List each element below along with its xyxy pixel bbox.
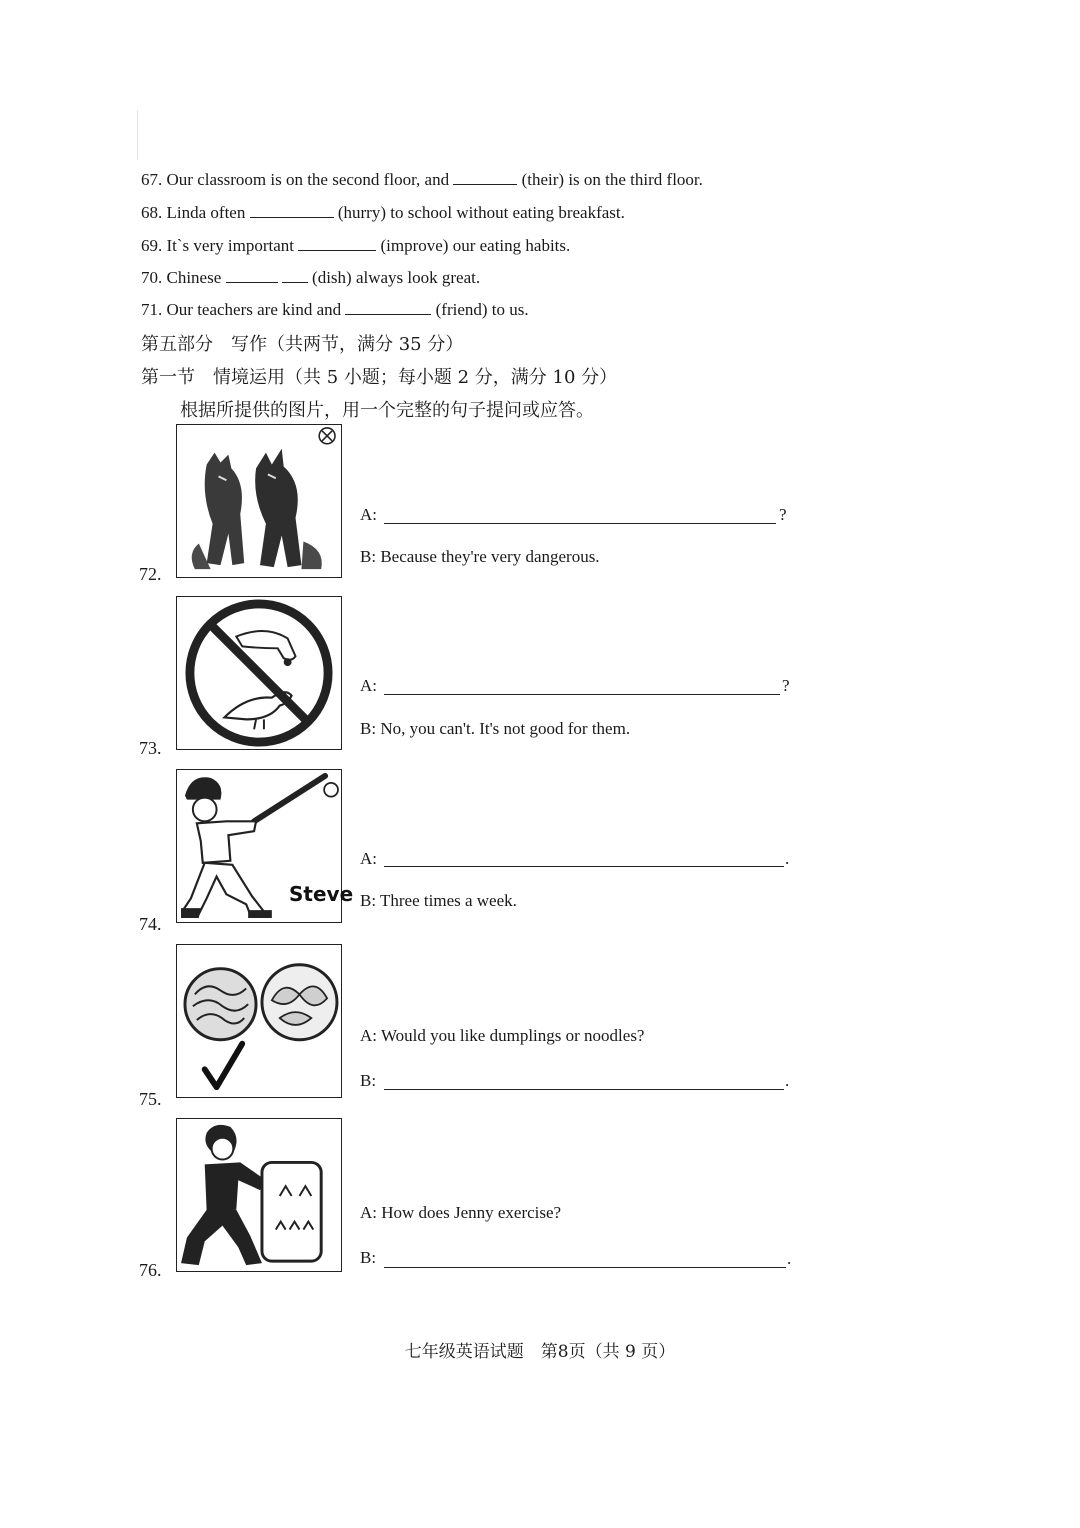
answer-blank-71[interactable] xyxy=(345,300,431,315)
question-67: 67. Our classroom is on the second floor, and (their) is on the third floor. xyxy=(141,170,703,189)
q75-a-line: A: Would you like dumplings or noodles? xyxy=(360,1026,645,1045)
q74-a-end: . xyxy=(785,849,790,868)
wolves-picture xyxy=(176,424,342,578)
q72-a-end: ? xyxy=(779,505,787,524)
page-footer: 七年级英语试题 第8页（共 9 页） xyxy=(404,1342,676,1362)
q74-a-label: A: xyxy=(360,849,377,868)
answer-blank-68[interactable] xyxy=(250,203,334,218)
baseball-player-picture xyxy=(176,769,354,923)
q72-b-line: B: Because they're very dangerous. xyxy=(360,547,600,566)
noodles-dumplings-picture xyxy=(176,944,342,1098)
question-number-76: 76. xyxy=(139,1260,162,1280)
question-69: 69. It`s very important (improve) our eating habits. xyxy=(141,236,571,255)
q73-b-line: B: No, you can't. It's not good for them. xyxy=(360,719,631,738)
scan-edge xyxy=(137,110,138,160)
q72-answer-line[interactable] xyxy=(384,523,776,524)
question-number-75: 75. xyxy=(139,1089,162,1109)
answer-blank-70b[interactable] xyxy=(282,268,308,283)
answer-blank-67[interactable] xyxy=(453,170,517,185)
q74-answer-line[interactable] xyxy=(384,866,784,867)
question-71: 71. Our teachers are kind and (friend) to us. xyxy=(141,300,529,319)
q73-answer-line[interactable] xyxy=(384,694,780,695)
answer-blank-70a[interactable] xyxy=(226,268,278,283)
answer-blank-69[interactable] xyxy=(298,236,376,251)
q75-b-label: B: xyxy=(360,1071,377,1090)
q76-b-end: . xyxy=(787,1249,792,1268)
section1-title: 第一节 情境运用（共 5 小题；每小题 2 分，满分 10 分） xyxy=(141,367,618,388)
no-feeding-birds-picture xyxy=(176,596,342,750)
question-68: 68. Linda often (hurry) to school without eating breakfast. xyxy=(141,203,625,222)
player-name-label: Steve xyxy=(289,882,354,906)
q75-answer-line[interactable] xyxy=(384,1089,784,1090)
question-number-74: 74. xyxy=(139,914,162,934)
q72-a-label: A: xyxy=(360,505,377,524)
q76-answer-line[interactable] xyxy=(384,1267,786,1268)
exercise-app-picture xyxy=(176,1118,342,1272)
q75-b-end: . xyxy=(785,1071,790,1090)
q76-b-label: B: xyxy=(360,1248,377,1267)
part5-title: 第五部分 写作（共两节，满分 35 分） xyxy=(141,334,464,355)
q73-a-end: ? xyxy=(782,676,790,695)
q74-b-line: B: Three times a week. xyxy=(360,891,517,910)
q73-a-label: A: xyxy=(360,676,377,695)
question-number-72: 72. xyxy=(139,564,162,584)
question-70: 70. Chinese (dish) always look great. xyxy=(141,268,481,287)
q76-a-line: A: How does Jenny exercise? xyxy=(360,1203,562,1222)
section1-instruction: 根据所提供的图片，用一个完整的句子提问或应答。 xyxy=(180,400,594,421)
question-number-73: 73. xyxy=(139,738,162,758)
